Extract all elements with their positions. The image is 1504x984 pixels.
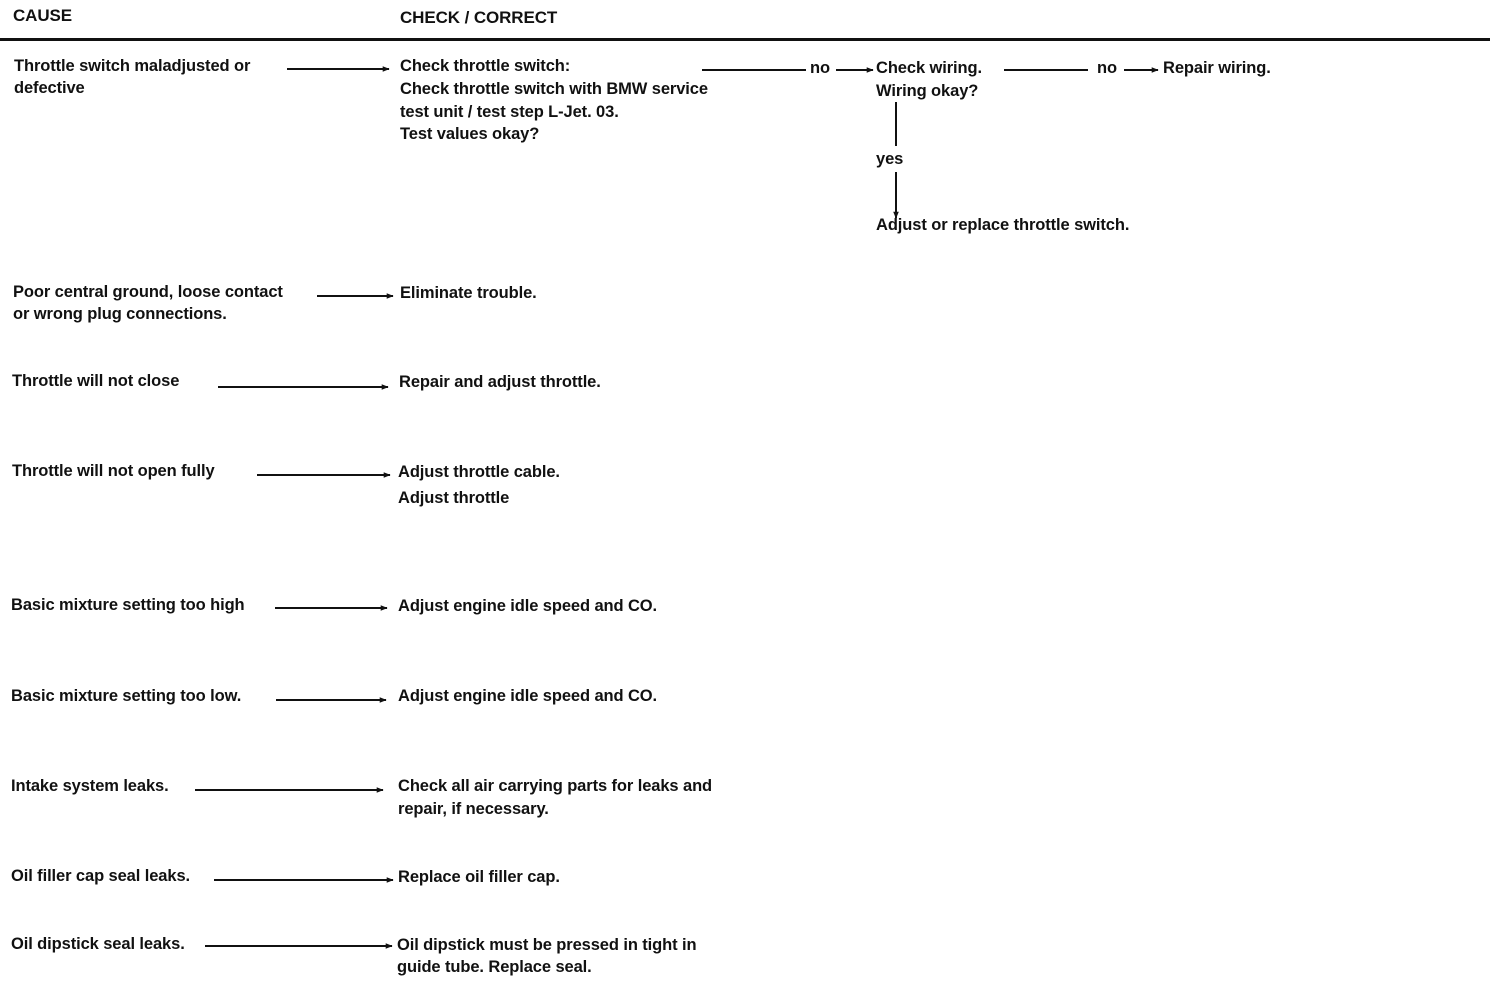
cause-throttle-switch-line-1: Throttle switch maladjusted or xyxy=(14,57,251,75)
cause-mixture-too-low: Basic mixture setting too low. xyxy=(11,687,242,705)
check-adjust-idle-co-1: Adjust engine idle speed and CO. xyxy=(398,597,658,615)
cause-intake-leaks: Intake system leaks. xyxy=(11,777,169,795)
check-dipstick-line-1: Oil dipstick must be pressed in tight in xyxy=(397,936,697,954)
cause-throttle-not-open: Throttle will not open fully xyxy=(12,462,215,480)
cause-throttle-switch-line-2: defective xyxy=(14,79,85,97)
check-repair-adjust-throttle: Repair and adjust throttle. xyxy=(399,373,601,391)
cause-column-header: CAUSE xyxy=(13,6,73,25)
check-dipstick-line-2: guide tube. Replace seal. xyxy=(397,958,592,976)
cause-oil-filler-cap: Oil filler cap seal leaks. xyxy=(11,867,191,885)
check-eliminate-trouble: Eliminate trouble. xyxy=(400,284,537,302)
flow-yes-label: yes xyxy=(876,150,904,168)
cause-poor-ground-line-2: or wrong plug connections. xyxy=(13,305,227,323)
check-throttle-switch-line-4: Test values okay? xyxy=(400,125,540,143)
cause-throttle-not-close: Throttle will not close xyxy=(12,372,180,390)
check-adjust-throttle-cable: Adjust throttle cable. xyxy=(398,463,560,481)
check-air-parts-line-2: repair, if necessary. xyxy=(398,800,549,818)
flow-check-wiring-line-1: Check wiring. xyxy=(876,59,982,77)
flow-no-label-1: no xyxy=(810,59,830,77)
cause-poor-ground-line-1: Poor central ground, loose contact xyxy=(13,283,283,301)
check-air-parts-line-1: Check all air carrying parts for leaks and xyxy=(398,777,713,795)
check-throttle-switch-line-3: test unit / test step L-Jet. 03. xyxy=(400,103,619,121)
cause-mixture-too-high: Basic mixture setting too high xyxy=(11,596,245,614)
check-adjust-idle-co-2: Adjust engine idle speed and CO. xyxy=(398,687,658,705)
flow-adjust-replace-throttle-switch: Adjust or replace throttle switch. xyxy=(876,216,1130,234)
flow-check-wiring-line-2: Wiring okay? xyxy=(876,82,979,100)
flow-no-label-2: no xyxy=(1097,59,1117,77)
check-adjust-throttle: Adjust throttle xyxy=(398,489,510,507)
cause-oil-dipstick: Oil dipstick seal leaks. xyxy=(11,935,185,953)
check-correct-column-header: CHECK / CORRECT xyxy=(400,8,558,27)
flow-repair-wiring: Repair wiring. xyxy=(1163,59,1271,77)
check-throttle-switch-line-2: Check throttle switch with BMW service xyxy=(400,80,708,98)
check-replace-oil-filler-cap: Replace oil filler cap. xyxy=(398,868,560,886)
check-throttle-switch-line-1: Check throttle switch: xyxy=(400,57,571,75)
